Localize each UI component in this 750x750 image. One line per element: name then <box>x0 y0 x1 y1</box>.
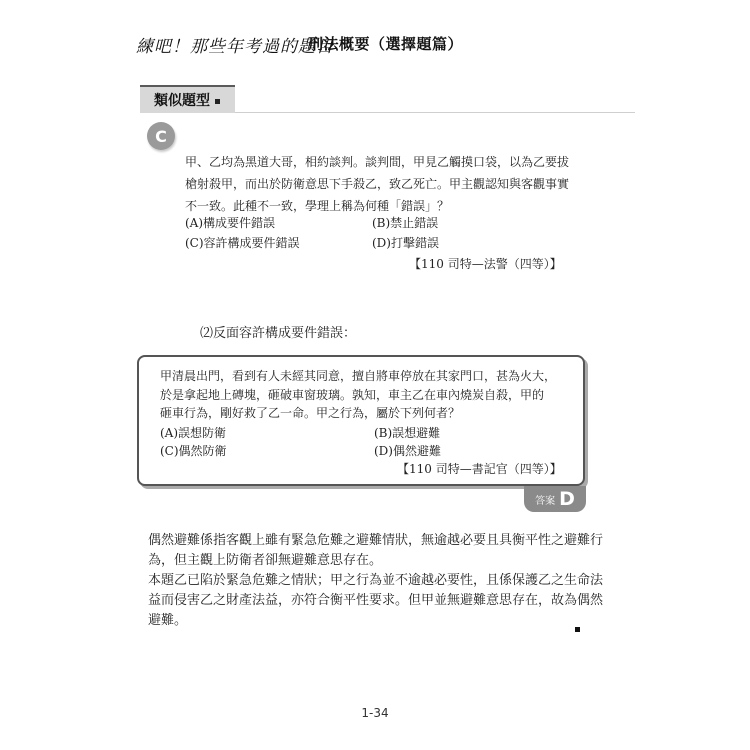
question1-option-b: (B)禁止錯誤 <box>372 216 439 230</box>
book-title: 刑法概要（選擇題篇） <box>308 35 464 53</box>
question2-option-c: (C)偶然防衛 <box>160 444 227 458</box>
explanation-line: 偶然避難係指客觀上雖有緊急危難之避難情狀，無逾越必要且具衡平性之避難行 <box>148 533 604 548</box>
section-tab <box>140 85 235 113</box>
question2-line: 砸車行為，剛好救了乙一命。甲之行為，屬於下列何者？ <box>160 406 461 420</box>
question2-option-a: (A)誤想防衛 <box>160 426 227 440</box>
question1-line: 槍射殺甲，而出於防衛意思下手殺乙，致乙死亡。甲主觀認知與客觀事實 <box>185 177 570 191</box>
answer-tab <box>524 486 586 512</box>
question2-option-b: (B)誤想避難 <box>374 426 441 440</box>
series-script-title: 練吧！那些年考過的題目 <box>136 37 334 57</box>
question1-line: 不一致。此種不一致，學理上稱為何種「錯誤」？ <box>185 199 450 213</box>
explanation-line: 益而侵害乙之財產法益，亦符合衡平性要求。但甲並無避難意思存在，故為偶然 <box>148 593 604 608</box>
explanation-line: 為，但主觀上防衛者卻無避難意思存在。 <box>148 553 383 568</box>
square-bullet-icon <box>215 99 220 104</box>
explanation-line: 本題乙已陷於緊急危難之情狀；甲之行為並不逾越必要性，且係保護乙之生命法 <box>148 573 604 588</box>
question1-line: 甲、乙均為黑道大哥，相約談判。談判間，甲見乙觸摸口袋，以為乙要拔 <box>185 155 570 169</box>
question2-line: 甲清晨出門，看到有人未經其同意，擅自將車停放在其家門口，甚為火大， <box>160 369 557 383</box>
question2-option-d: (D)偶然避難 <box>374 444 441 458</box>
explanation-line: 避難。 <box>148 613 188 628</box>
question1-option-c: (C)容許構成要件錯誤 <box>185 236 300 250</box>
end-square-icon <box>575 627 580 632</box>
question2-source: 【110 司特—書記官（四等）】 <box>397 462 562 476</box>
page-number: 1-34 <box>361 706 389 720</box>
question1-option-a: (A)構成要件錯誤 <box>185 216 276 230</box>
subheading: ⑵反面容許構成要件錯誤： <box>200 326 357 341</box>
answer-circle: C <box>147 122 175 150</box>
answer-tab-letter: D <box>559 488 575 510</box>
answer-tab-label: 答案 <box>535 495 556 507</box>
section-divider <box>235 112 635 113</box>
question1-option-d: (D)打擊錯誤 <box>372 236 439 250</box>
question2-line: 於是拿起地上磚塊，砸破車窗玻璃。孰知，車主乙在車內燒炭自殺，甲的 <box>160 388 545 402</box>
question1-source: 【110 司特—法警（四等）】 <box>409 257 562 271</box>
section-tab-label: 類似題型 <box>154 93 210 109</box>
